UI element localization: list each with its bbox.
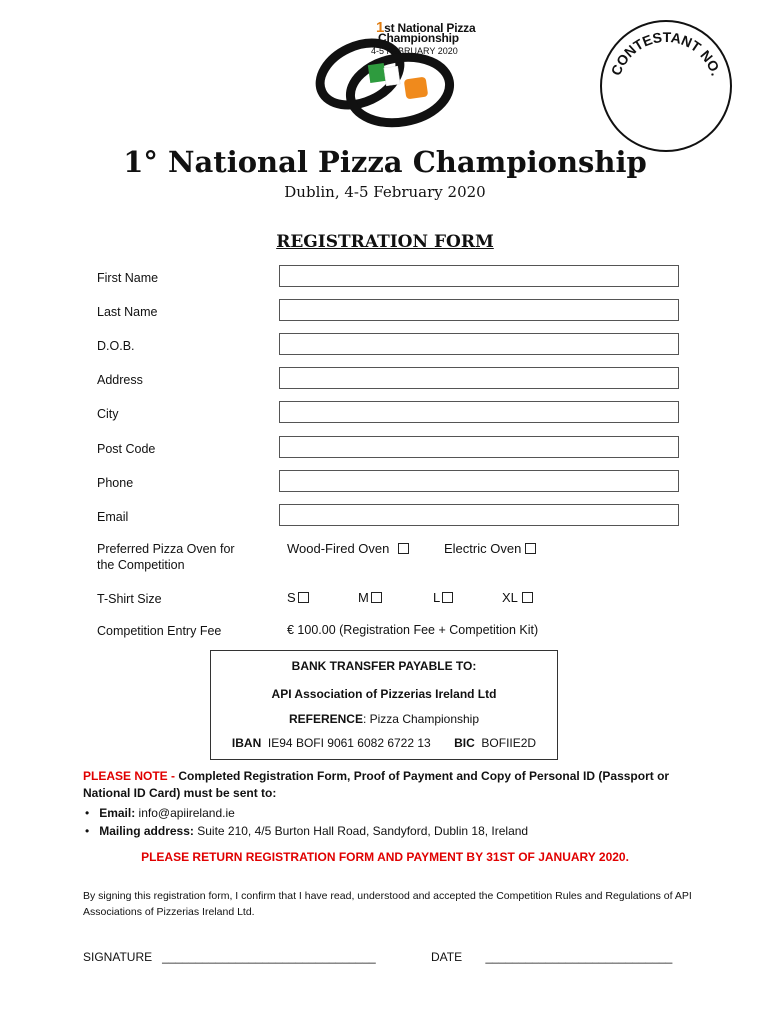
form-title: REGISTRATION FORM [276, 232, 494, 252]
please-note: PLEASE NOTE - Completed Registration Form, Proof of Payment and Copy of Personal ID (Passport or National ID Card) must be sent to: [83, 769, 670, 800]
post-code-label: Post Code [97, 442, 156, 456]
oven-label: Preferred Pizza Oven for the Competition [97, 542, 235, 572]
tshirt-size-label: T-Shirt Size [97, 592, 162, 606]
logo-text-line1: 1st National Pizza [376, 19, 476, 36]
bank-heading: BANK TRANSFER PAYABLE TO: [291, 659, 477, 673]
stamp-label: CONTESTANT NO. [607, 28, 725, 78]
wood-fired-oven-option[interactable]: Wood-Fired Oven [287, 541, 409, 556]
signature-field[interactable]: SIGNATURE ________________________________ [83, 950, 376, 964]
tshirt-size-s-option[interactable]: S [287, 590, 309, 605]
address-field[interactable] [279, 367, 679, 389]
post-code-field[interactable] [279, 436, 679, 458]
first-name-field[interactable] [279, 265, 679, 287]
entry-fee-label: Competition Entry Fee [97, 624, 222, 638]
tshirt-size-l-option[interactable]: L [433, 590, 453, 605]
tshirt-size-m-option[interactable]: M [358, 590, 382, 605]
phone-label: Phone [97, 476, 134, 490]
bank-reference: REFERENCE: Pizza Championship [288, 712, 480, 726]
logo-text-line2: Championship [378, 31, 459, 45]
dob-label: D.O.B. [97, 339, 135, 353]
last-name-label: Last Name [97, 305, 158, 319]
bank-iban-bic: IBAN IE94 BOFI 9061 6082 6722 13 BIC BOFIIE2D [231, 736, 537, 750]
bank-transfer-box [210, 650, 558, 760]
address-label: Address [97, 373, 143, 387]
mailing-address-bullet: • Mailing address: Suite 210, 4/5 Burton Hall Road, Sandyford, Dublin 18, Ireland [85, 824, 529, 838]
dob-field[interactable] [279, 333, 679, 355]
electric-oven-option[interactable]: Electric Oven [444, 541, 536, 556]
electric-oven-checkbox[interactable] [525, 543, 536, 554]
page-title: 1° National Pizza Championship [123, 145, 647, 179]
confirmation-statement: By signing this registration form, I confirm that I have read, understood and accepted the Competition Rules and Regulations of API Associations of Pizzerias Ireland Ltd. [83, 890, 692, 918]
city-field[interactable] [279, 401, 679, 423]
city-label: City [97, 407, 119, 421]
email-label: Email [97, 510, 129, 524]
tshirt-m-checkbox[interactable] [371, 592, 382, 603]
tshirt-xl-checkbox[interactable] [522, 592, 533, 603]
last-name-field[interactable] [279, 299, 679, 321]
bank-payee: API Association of Pizzerias Ireland Ltd [271, 687, 497, 701]
tshirt-size-xl-option[interactable]: XL [502, 590, 533, 605]
phone-field[interactable] [279, 470, 679, 492]
date-field[interactable]: DATE ____________________________ [431, 950, 673, 964]
entry-fee-value: € 100.00 (Registration Fee + Competition Kit) [287, 623, 539, 637]
email-field[interactable] [279, 504, 679, 526]
contestant-number-stamp [598, 18, 734, 154]
page-subtitle: Dublin, 4-5 February 2020 [284, 183, 486, 201]
tshirt-l-checkbox[interactable] [442, 592, 453, 603]
first-name-label: First Name [97, 271, 159, 285]
return-deadline-notice: PLEASE RETURN REGISTRATION FORM AND PAYMENT BY 31ST OF JANUARY 2020. [141, 850, 629, 864]
logo-text-line3: 4-5 FEBRUARY 2020 [371, 46, 458, 56]
email-bullet: • Email: info@apiireland.ie [85, 806, 235, 820]
tshirt-s-checkbox[interactable] [298, 592, 309, 603]
wood-fired-oven-checkbox[interactable] [398, 543, 409, 554]
